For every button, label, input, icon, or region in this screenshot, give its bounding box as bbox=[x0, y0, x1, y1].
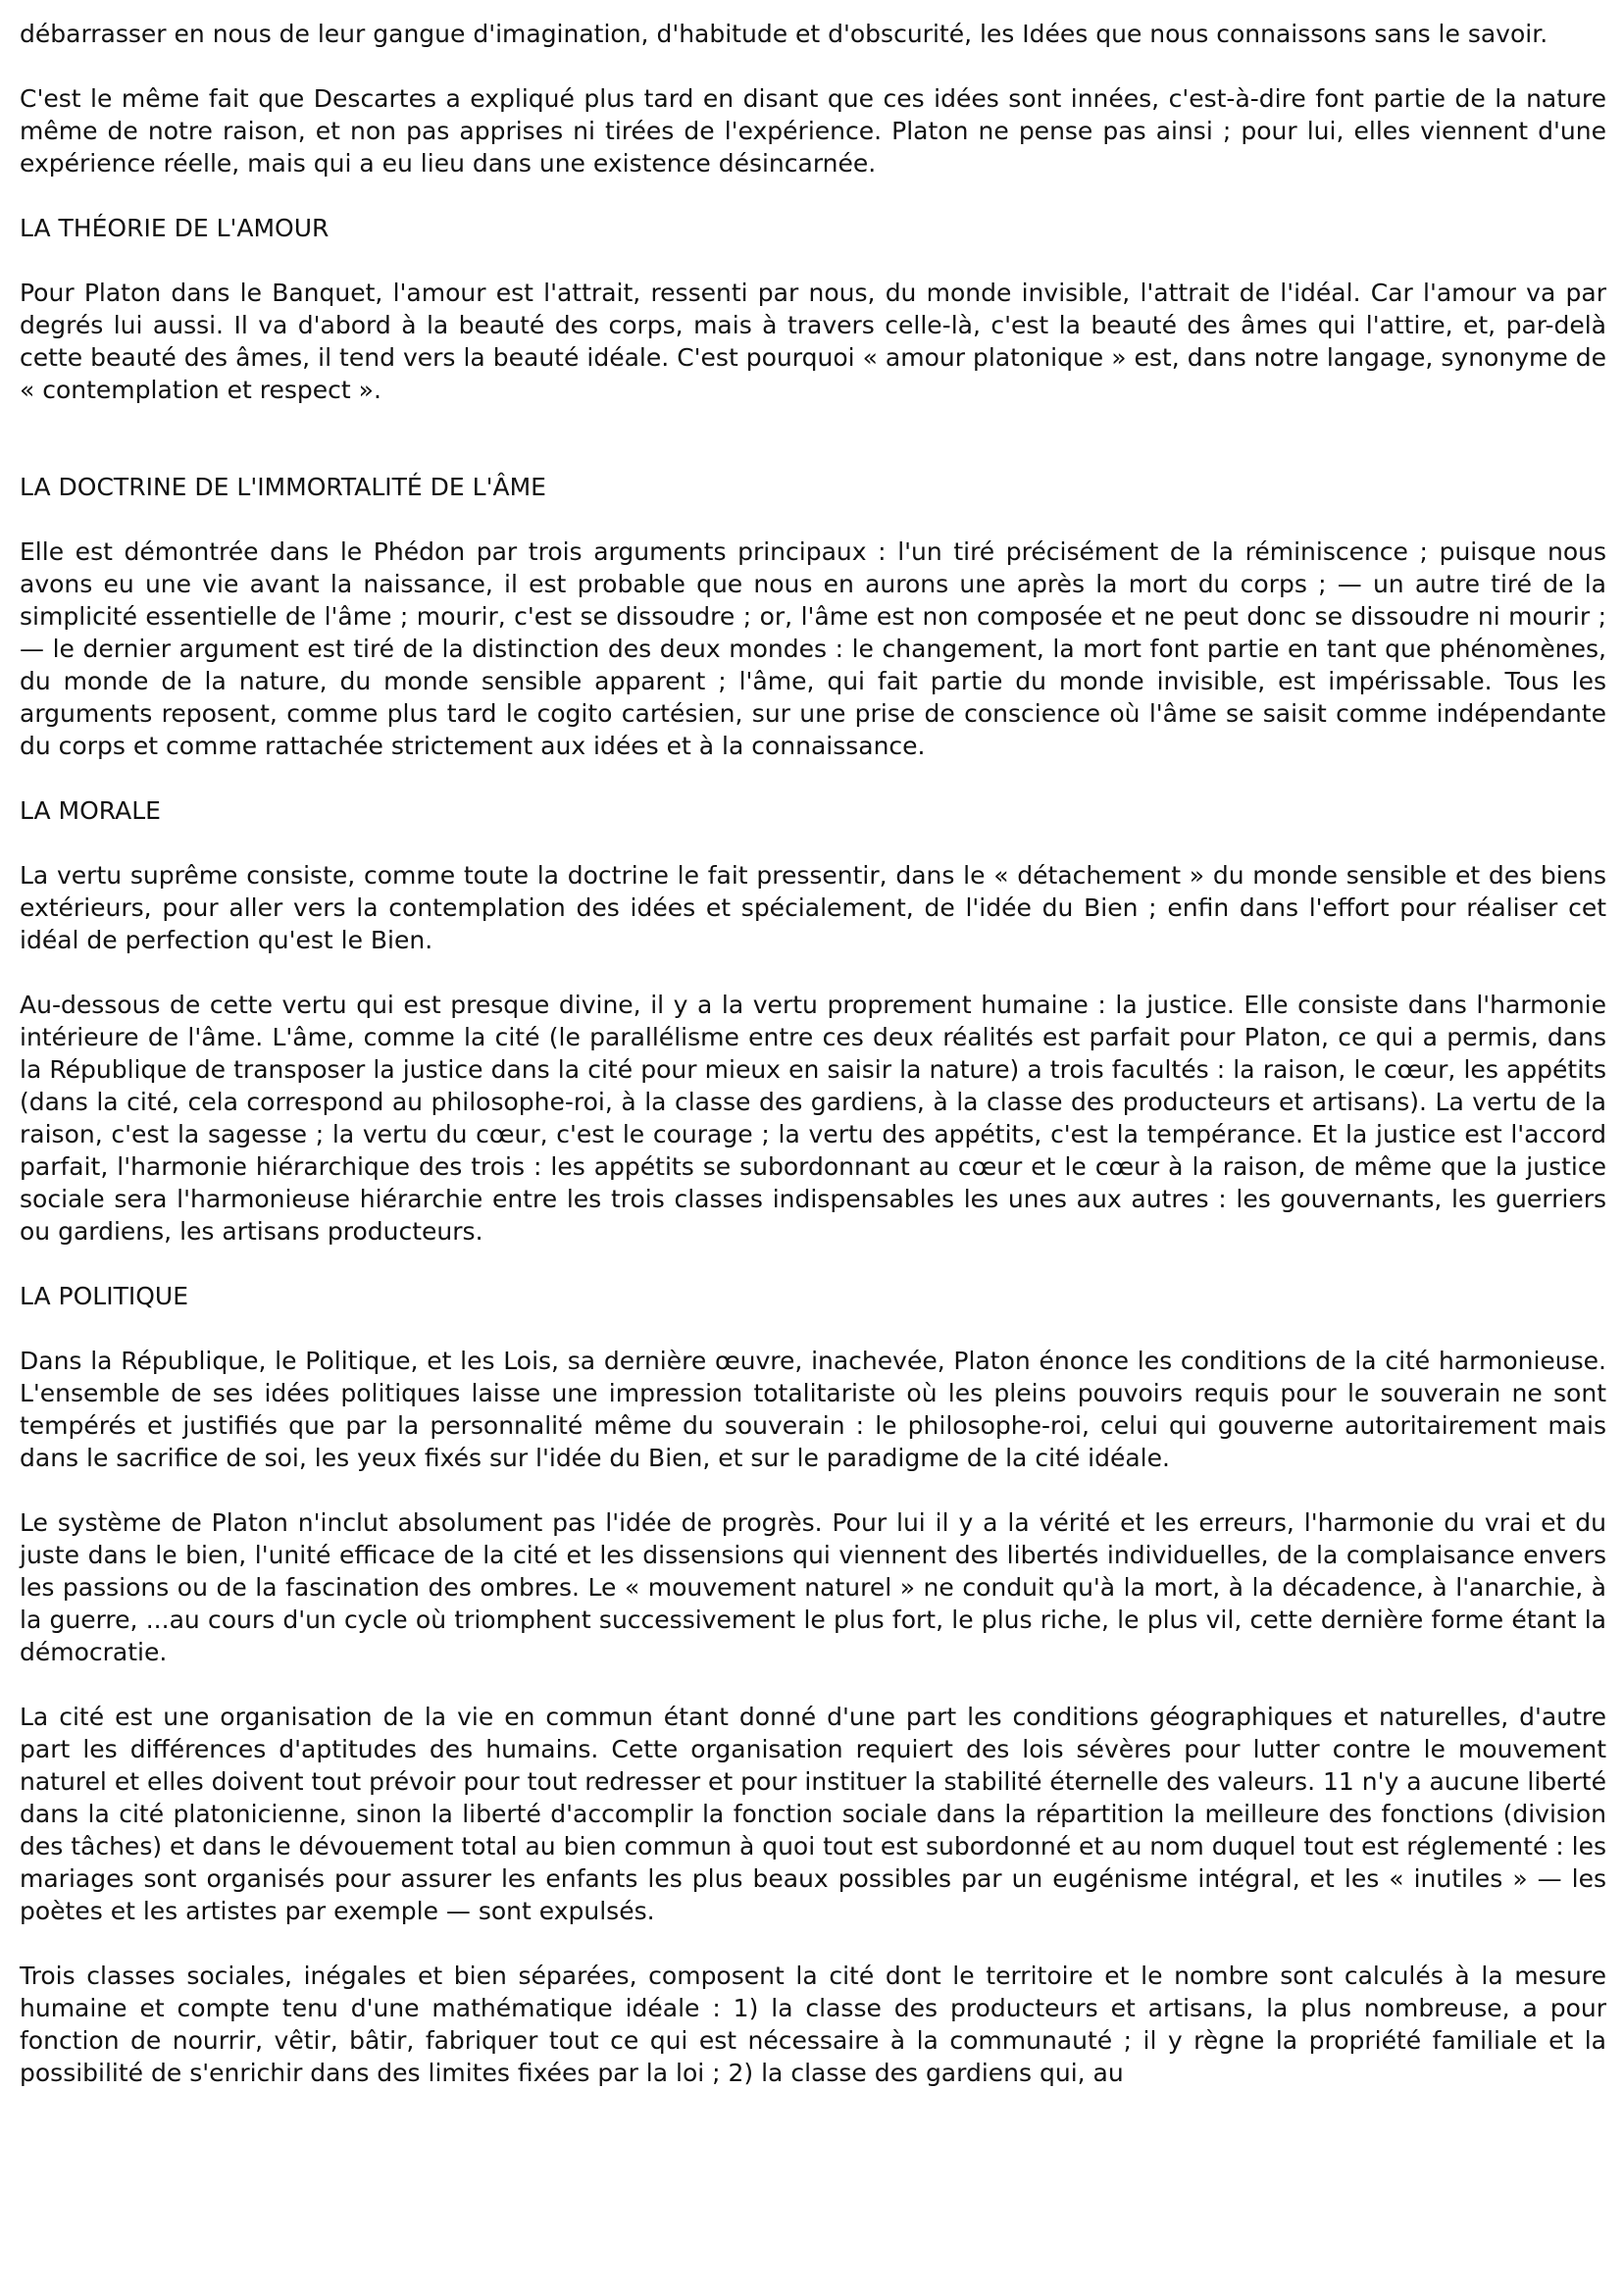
paragraph-politique-4: Trois classes sociales, inégales et bien séparées, composent la cité dont le territoire et le nombre sont calculés à la mesure humaine et compte tenu d'une mathématique idéale : 1) la classe des producteurs et artisans, la plus nombreuse, a pour fonction de nourrir, vêtir, bâtir, fabriquer tout ce qui est nécessaire à la communauté ; il y règne la propriété familiale et la possibilité de s'enrichir dans des limites fixées par la loi ; 2) la classe des gardiens qui, au bbox=[20, 1962, 1606, 2087]
paragraph-politique-1: Dans la République, le Politique, et les Lois, sa dernière œuvre, inachevée, Platon énonce les conditions de la cité harmonieuse. L'ensemble de ses idées politiques laisse une impression totalitariste où les pleins pouvoirs requis pour le souverain ne sont tempérés et justifiés que par la personnalité même du souverain : le philosophe-roi, celui qui gouverne autoritairement mais dans le sacrifice de soi, les yeux fixés sur l'idée du Bien, et sur le paradigme de la cité idéale. bbox=[20, 1347, 1606, 1472]
paragraph-amour: Pour Platon dans le Banquet, l'amour est l'attrait, ressenti par nous, du monde invisible, l'attrait de l'idéal. Car l'amour va par degrés lui aussi. Il va d'abord à la beauté des corps, mais à travers celle-là, c'est la beauté des âmes qui l'attire, et, par-delà cette beauté des âmes, il tend vers la beauté idéale. C'est pourquoi « amour platonique » est, dans notre langage, synonyme de « contemplation et respect ». bbox=[20, 279, 1606, 404]
paragraph-politique-2: Le système de Platon n'inclut absolument pas l'idée de progrès. Pour lui il y a la vérité et les erreurs, l'harmonie du vrai et du juste dans le bien, l'unité efficace de la cité et les dissensions qui viennent des libertés individuelles, de la complaisance envers les passions ou de la fascination des ombres. Le « mouvement naturel » ne conduit qu'à la mort, à la décadence, à l'anarchie, à la guerre, ...au cours d'un cycle où triomphent successivement le plus fort, le plus riche, le plus vil, cette dernière forme étant la démocratie. bbox=[20, 1508, 1606, 1666]
paragraph-descartes: C'est le même fait que Descartes a expliqué plus tard en disant que ces idées sont innées, c'est-à-dire font partie de la nature même de notre raison, et non pas apprises ni tirées de l'expérience. Platon ne pense pas ainsi ; pour lui, elles viennent d'une expérience réelle, mais qui a eu lieu dans une existence désincarnée. bbox=[20, 84, 1606, 178]
paragraph-morale-1: La vertu suprême consiste, comme toute la doctrine le fait pressentir, dans le « détachement » du monde sensible et des biens extérieurs, pour aller vers la contemplation des idées et spécialement, de l'idée du Bien ; enfin dans l'effort pour réaliser cet idéal de perfection qu'est le Bien. bbox=[20, 861, 1606, 954]
document-page bbox=[20, 18, 1606, 2089]
paragraph-immortalite: Elle est démontrée dans le Phédon par trois arguments principaux : l'un tiré précisément de la réminiscence ; puisque nous avons eu une vie avant la naissance, il est probable que nous en aurons une après la mort du corps ; — un autre tiré de la simplicité essentielle de l'âme ; mourir, c'est se dissoudre ; or, l'âme est non composée et ne peut donc se dissoudre ni mourir ; — le dernier argument est tiré de la distinction des deux mondes : le changement, la mort font partie en tant que phénomènes, du monde de la nature, du monde sensible apparent ; l'âme, qui fait partie du monde invisible, est impérissable. Tous les arguments reposent, comme plus tard le cogito cartésien, sur une prise de conscience où l'âme se saisit comme indépendante du corps et comme rattachée strictement aux idées et à la connaissance. bbox=[20, 537, 1606, 760]
paragraph-morale-2: Au-dessous de cette vertu qui est presque divine, il y a la vertu proprement humaine : la justice. Elle consiste dans l'harmonie intérieure de l'âme. L'âme, comme la cité (le parallélisme entre ces deux réalités est parfait pour Platon, ce qui a permis, dans la République de transposer la justice dans la cité pour mieux en saisir la nature) a trois facultés : la raison, le cœur, les appétits (dans la cité, cela correspond au philosophe-roi, à la classe des gardiens, à la classe des producteurs et artisans). La vertu de la raison, c'est la sagesse ; la vertu du cœur, c'est le courage ; la vertu des appétits, c'est la tempérance. Et la justice est l'accord parfait, l'harmonie hiérarchique des trois : les appétits se subordonnant au cœur et le cœur à la raison, de même que la justice sociale sera l'harmonieuse hiérarchie entre les trois classes indispensables les unes aux autres : les gouvernants, les guerriers ou gardiens, les artisans producteurs. bbox=[20, 991, 1606, 1246]
heading-politique: LA POLITIQUE bbox=[20, 1282, 189, 1310]
heading-theorie-amour: LA THÉORIE DE L'AMOUR bbox=[20, 214, 330, 242]
paragraph-politique-3: La cité est une organisation de la vie en commun étant donné d'une part les conditions géographiques et naturelles, d'autre part les différences d'aptitudes des humains. Cette organisation requiert des lois sévères pour lutter contre le mouvement naturel et elles doivent tout prévoir pour tout redresser et pour instituer la stabilité éternelle des valeurs. 11 n'y a aucune liberté dans la cité platonicienne, sinon la liberté d'accomplir la fonction sociale dans la répartition la meilleure des fonctions (division des tâches) et dans le dévouement total au bien commun à quoi tout est subordonné et au nom duquel tout est réglementé : les mariages sont organisés pour assurer les enfants les plus beaux possibles par un eugénisme intégral, et les « inutiles » — les poètes et les artistes par exemple — sont expulsés. bbox=[20, 1703, 1606, 1925]
paragraph-intro-end: débarrasser en nous de leur gangue d'imagination, d'habitude et d'obscurité, les Idées que nous connaissons sans le savoir. bbox=[20, 20, 1548, 48]
heading-immortalite: LA DOCTRINE DE L'IMMORTALITÉ DE L'ÂME bbox=[20, 473, 546, 501]
heading-morale: LA MORALE bbox=[20, 796, 161, 825]
